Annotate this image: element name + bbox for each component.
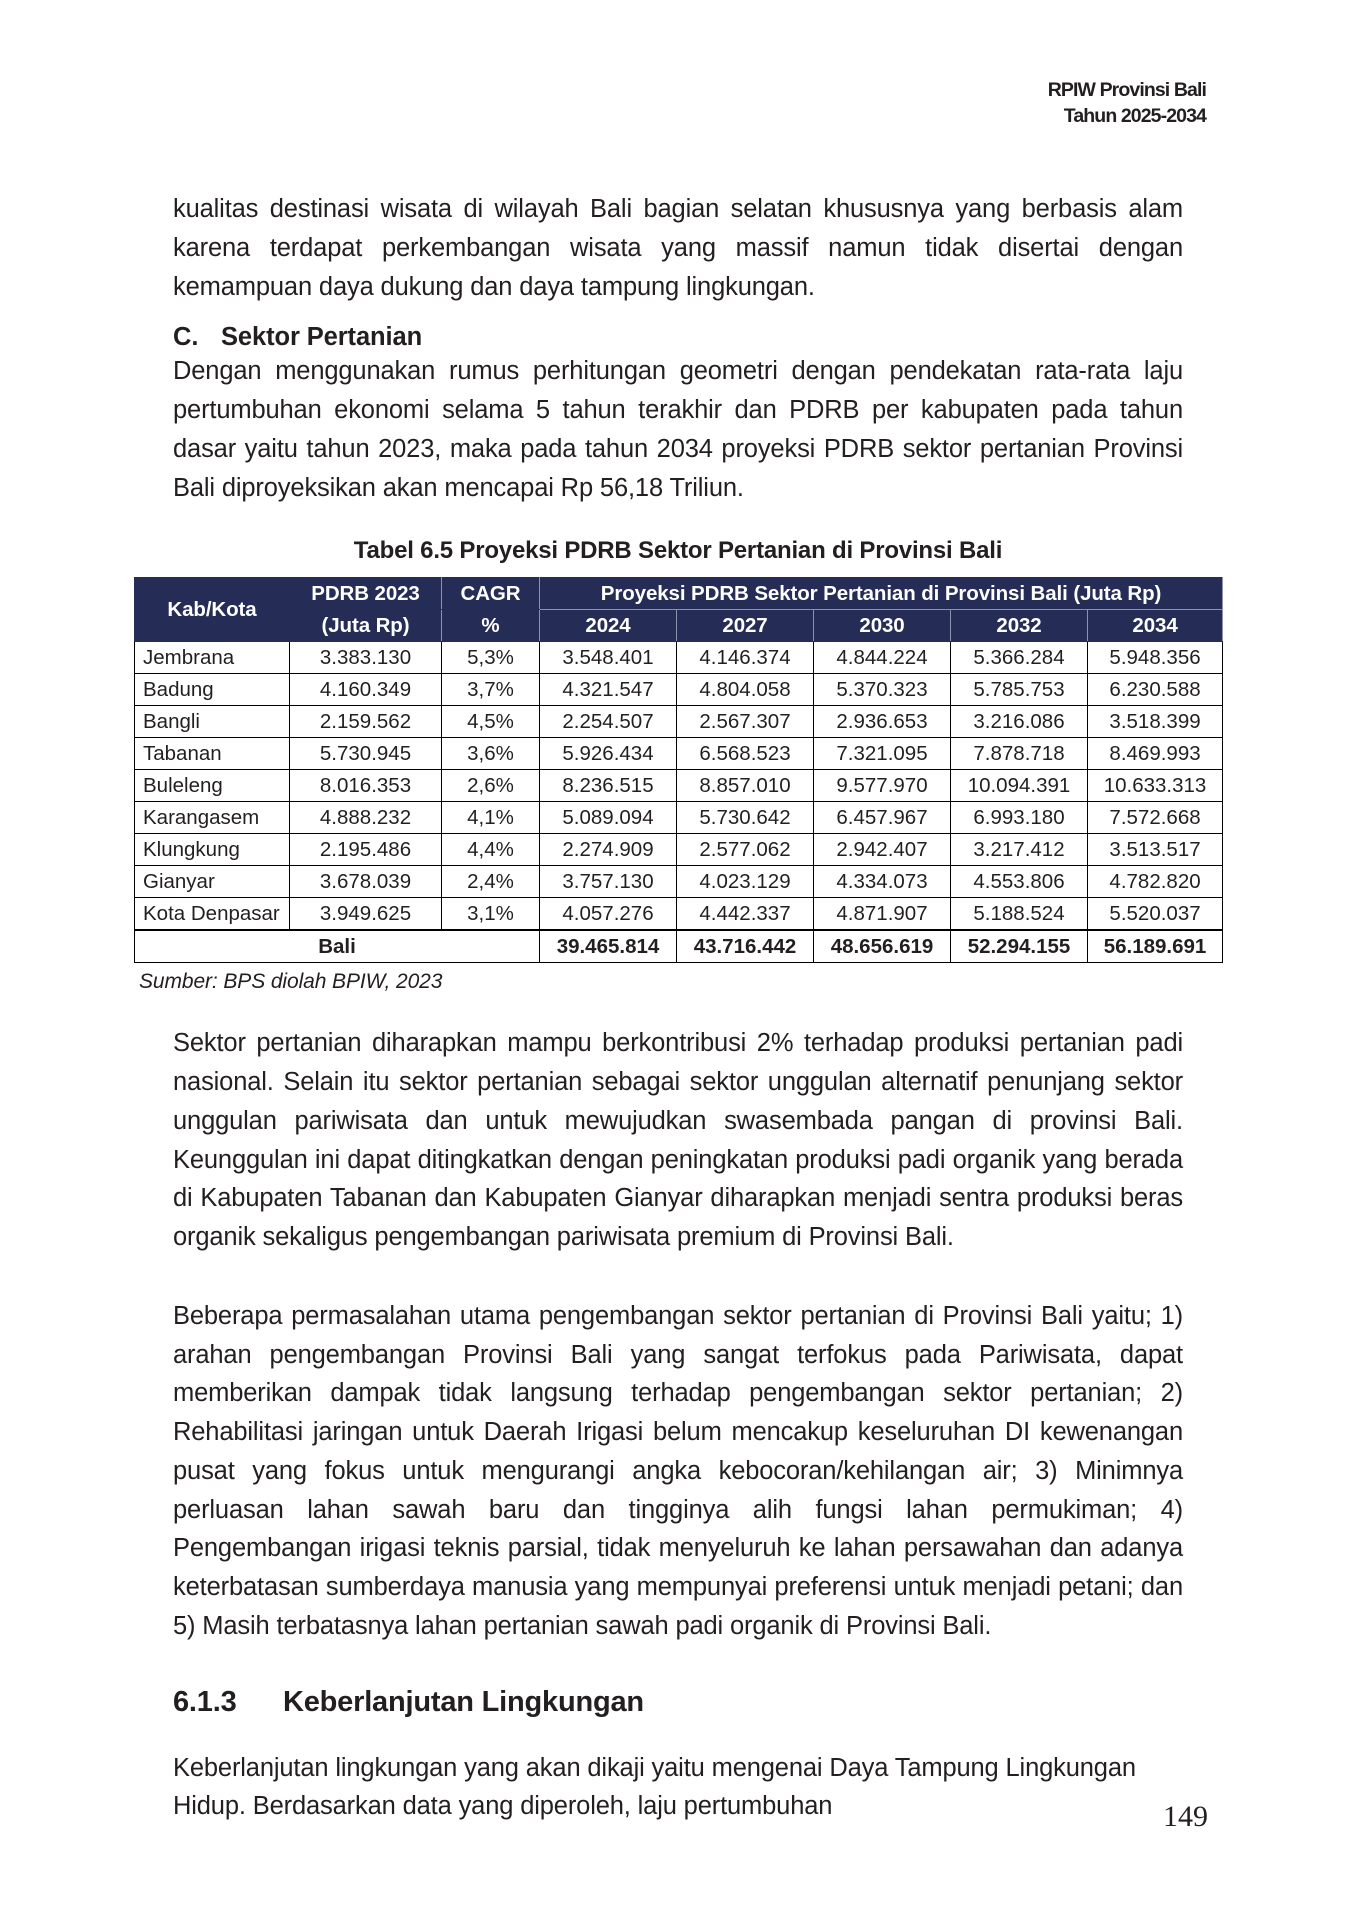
th-year-2024: 2024 — [540, 610, 677, 642]
cell-region: Buleleng — [135, 770, 290, 802]
cell-total-2027: 43.716.442 — [677, 930, 814, 963]
cell-2024: 4.321.547 — [540, 674, 677, 706]
cell-region: Tabanan — [135, 738, 290, 770]
paragraph-intro: kualitas destinasi wisata di wilayah Bali bagian selatan khususnya yang berbasis alam karena terdapat perkembangan wisata yang massif namun tidak disertai dengan kemampuan daya dukung dan daya tampung lingkungan. — [173, 195, 1183, 301]
running-header-line1: RPIW Provinsi Bali — [1047, 79, 1206, 101]
cell-cagr: 3,1% — [442, 898, 540, 931]
table-row — [135, 642, 1223, 674]
cell-2030: 4.334.073 — [814, 866, 951, 898]
cell-2034: 7.572.668 — [1088, 802, 1223, 834]
cell-cagr: 3,7% — [442, 674, 540, 706]
table-row — [135, 866, 1223, 898]
cell-pdrb-2023: 3.678.039 — [290, 866, 442, 898]
cell-2034: 4.782.820 — [1088, 866, 1223, 898]
cell-2034: 5.948.356 — [1088, 642, 1223, 674]
section-613-number: 6.1.3 — [173, 1685, 237, 1718]
cell-2034: 8.469.993 — [1088, 738, 1223, 770]
cell-2027: 5.730.642 — [677, 802, 814, 834]
cell-2030: 4.871.907 — [814, 898, 951, 931]
cell-region: Gianyar — [135, 866, 290, 898]
cell-region: Badung — [135, 674, 290, 706]
cell-2032: 5.785.753 — [951, 674, 1088, 706]
cell-2024: 5.926.434 — [540, 738, 677, 770]
th-pdrb-2023-line2: (Juta Rp) — [290, 610, 442, 642]
cell-cagr: 4,5% — [442, 706, 540, 738]
cell-2034: 10.633.313 — [1088, 770, 1223, 802]
paragraph-after-table-2: Beberapa permasalahan utama pengembangan sektor pertanian di Provinsi Bali yaitu; 1) arahan pengembangan Provinsi Bali yang sangat terfokus pada Pariwisata, dapat memberikan dampak tidak langsung terhadap pengembangan sektor pertanian; 2) Rehabilitasi jaringan untuk Daerah Irigasi belum mencakup keseluruhan DI kewenangan pusat yang fokus untuk mengurangi angka kebocoran/kehilangan air; 3) Minimnya perluasan lahan sawah baru dan tingginya alih fungsi lahan permukiman; 4) Pengembangan irigasi teknis parsial, tidak menyeluruh ke lahan persawahan dan adanya keterbatasan sumberdaya manusia yang mempunyai preferensi untuk menjadi petani; dan 5) Masih terbatasnya lahan pertanian sawah padi organik di Provinsi Bali. — [173, 1301, 1183, 1640]
cell-2034: 5.520.037 — [1088, 898, 1223, 931]
cell-2032: 4.553.806 — [951, 866, 1088, 898]
table-row — [135, 738, 1223, 770]
th-year-2027: 2027 — [677, 610, 814, 642]
cell-pdrb-2023: 4.160.349 — [290, 674, 442, 706]
cell-2032: 5.366.284 — [951, 642, 1088, 674]
table-row — [135, 706, 1223, 738]
table-source-note: Sumber: BPS diolah BPIW, 2023 — [139, 970, 443, 994]
paragraph-last: Keberlanjutan lingkungan yang akan dikaji yaitu mengenai Daya Tampung Lingkungan Hidup. Berdasarkan data yang diperoleh, laju pertumbuhan — [173, 1753, 1136, 1821]
cell-pdrb-2023: 2.195.486 — [290, 834, 442, 866]
cell-2032: 7.878.718 — [951, 738, 1088, 770]
cell-2032: 3.217.412 — [951, 834, 1088, 866]
cell-2030: 2.936.653 — [814, 706, 951, 738]
cell-region: Jembrana — [135, 642, 290, 674]
cell-total-2030: 48.656.619 — [814, 930, 951, 963]
th-pdrb-2023-line1: PDRB 2023 — [290, 578, 442, 610]
th-cagr-line2: % — [442, 610, 540, 642]
cell-2030: 2.942.407 — [814, 834, 951, 866]
cell-region: Kota Denpasar — [135, 898, 290, 931]
cell-2032: 3.216.086 — [951, 706, 1088, 738]
cell-2024: 5.089.094 — [540, 802, 677, 834]
cell-total-2034: 56.189.691 — [1088, 930, 1223, 963]
table-header-row-1 — [135, 578, 1223, 610]
table-row — [135, 770, 1223, 802]
cell-2027: 4.023.129 — [677, 866, 814, 898]
cell-2034: 3.513.517 — [1088, 834, 1223, 866]
cell-2024: 3.757.130 — [540, 866, 677, 898]
heading-section-613 — [173, 1686, 1183, 1719]
cell-2024: 2.274.909 — [540, 834, 677, 866]
cell-2027: 4.804.058 — [677, 674, 814, 706]
cell-total-label: Bali — [135, 930, 540, 963]
cell-2030: 9.577.970 — [814, 770, 951, 802]
th-year-2032: 2032 — [951, 610, 1088, 642]
section-c-title: Sektor Pertanian — [221, 323, 423, 352]
cell-2027: 4.442.337 — [677, 898, 814, 931]
cell-2024: 3.548.401 — [540, 642, 677, 674]
cell-2027: 2.567.307 — [677, 706, 814, 738]
table-header-row-2 — [135, 610, 1223, 642]
th-projection-group: Proyeksi PDRB Sektor Pertanian di Provinsi Bali (Juta Rp) — [540, 578, 1223, 610]
cell-2027: 6.568.523 — [677, 738, 814, 770]
cell-cagr: 3,6% — [442, 738, 540, 770]
cell-pdrb-2023: 4.888.232 — [290, 802, 442, 834]
cell-pdrb-2023: 5.730.945 — [290, 738, 442, 770]
table-row — [135, 898, 1223, 931]
running-header — [1048, 78, 1206, 129]
page-number: 149 — [1163, 1800, 1208, 1833]
cell-2030: 5.370.323 — [814, 674, 951, 706]
table-container — [134, 577, 1222, 994]
cell-2030: 4.844.224 — [814, 642, 951, 674]
cell-pdrb-2023: 3.383.130 — [290, 642, 442, 674]
table-body — [135, 642, 1223, 963]
table-head — [135, 578, 1223, 642]
pdrb-projection-table — [134, 577, 1223, 963]
table-row — [135, 802, 1223, 834]
section-c-label: C. — [173, 323, 199, 352]
th-year-2030: 2030 — [814, 610, 951, 642]
cell-cagr: 5,3% — [442, 642, 540, 674]
cell-cagr: 4,4% — [442, 834, 540, 866]
cell-cagr: 4,1% — [442, 802, 540, 834]
cell-cagr: 2,4% — [442, 866, 540, 898]
cell-region: Bangli — [135, 706, 290, 738]
cell-2032: 10.094.391 — [951, 770, 1088, 802]
cell-2027: 8.857.010 — [677, 770, 814, 802]
running-header-line2: Tahun 2025-2034 — [1063, 104, 1206, 127]
th-kab-kota: Kab/Kota — [135, 578, 290, 642]
cell-region: Klungkung — [135, 834, 290, 866]
cell-2024: 8.236.515 — [540, 770, 677, 802]
cell-2034: 6.230.588 — [1088, 674, 1223, 706]
table-row — [135, 834, 1223, 866]
cell-total-2032: 52.294.155 — [951, 930, 1088, 963]
paragraph-after-table-1: Sektor pertanian diharapkan mampu berkontribusi 2% terhadap produksi pertanian padi nasional. Selain itu sektor pertanian sebagai sektor unggulan alternatif penunjang sektor unggulan pariwisata dan untuk mewujudkan swasembada pangan di provinsi Bali. Keunggulan ini dapat ditingkatkan dengan peningkatan produksi padi organik yang berada di Kabupaten Tabanan dan Kabupaten Gianyar diharapkan menjadi sentra produksi beras organik sekaligus pengembangan pariwisata premium di Provinsi Bali. — [173, 1029, 1183, 1251]
section-613-title: Keberlanjutan Lingkungan — [283, 1685, 644, 1718]
cell-cagr: 2,6% — [442, 770, 540, 802]
th-year-2034: 2034 — [1088, 610, 1223, 642]
cell-2030: 7.321.095 — [814, 738, 951, 770]
cell-2032: 6.993.180 — [951, 802, 1088, 834]
cell-2034: 3.518.399 — [1088, 706, 1223, 738]
cell-2024: 2.254.507 — [540, 706, 677, 738]
cell-region: Karangasem — [135, 802, 290, 834]
cell-pdrb-2023: 2.159.562 — [290, 706, 442, 738]
table-caption: Tabel 6.5 Proyeksi PDRB Sektor Pertanian di Provinsi Bali — [353, 537, 1003, 565]
cell-2027: 4.146.374 — [677, 642, 814, 674]
table-row — [135, 674, 1223, 706]
table-total-row — [135, 930, 1223, 963]
cell-2027: 2.577.062 — [677, 834, 814, 866]
cell-2024: 4.057.276 — [540, 898, 677, 931]
cell-pdrb-2023: 3.949.625 — [290, 898, 442, 931]
cell-total-2024: 39.465.814 — [540, 930, 677, 963]
cell-2032: 5.188.524 — [951, 898, 1088, 931]
th-cagr-line1: CAGR — [442, 578, 540, 610]
heading-section-c — [173, 323, 1183, 352]
cell-2030: 6.457.967 — [814, 802, 951, 834]
paragraph-section-c-body: Dengan menggunakan rumus perhitungan geometri dengan pendekatan rata-rata laju pertumbuhan ekonomi selama 5 tahun terakhir dan PDRB per kabupaten pada tahun dasar yaitu tahun 2023, maka pada tahun 2034 proyeksi PDRB sektor pertanian Provinsi Bali diproyeksikan akan mencapai Rp 56,18 Triliun. — [173, 357, 1183, 502]
cell-pdrb-2023: 8.016.353 — [290, 770, 442, 802]
